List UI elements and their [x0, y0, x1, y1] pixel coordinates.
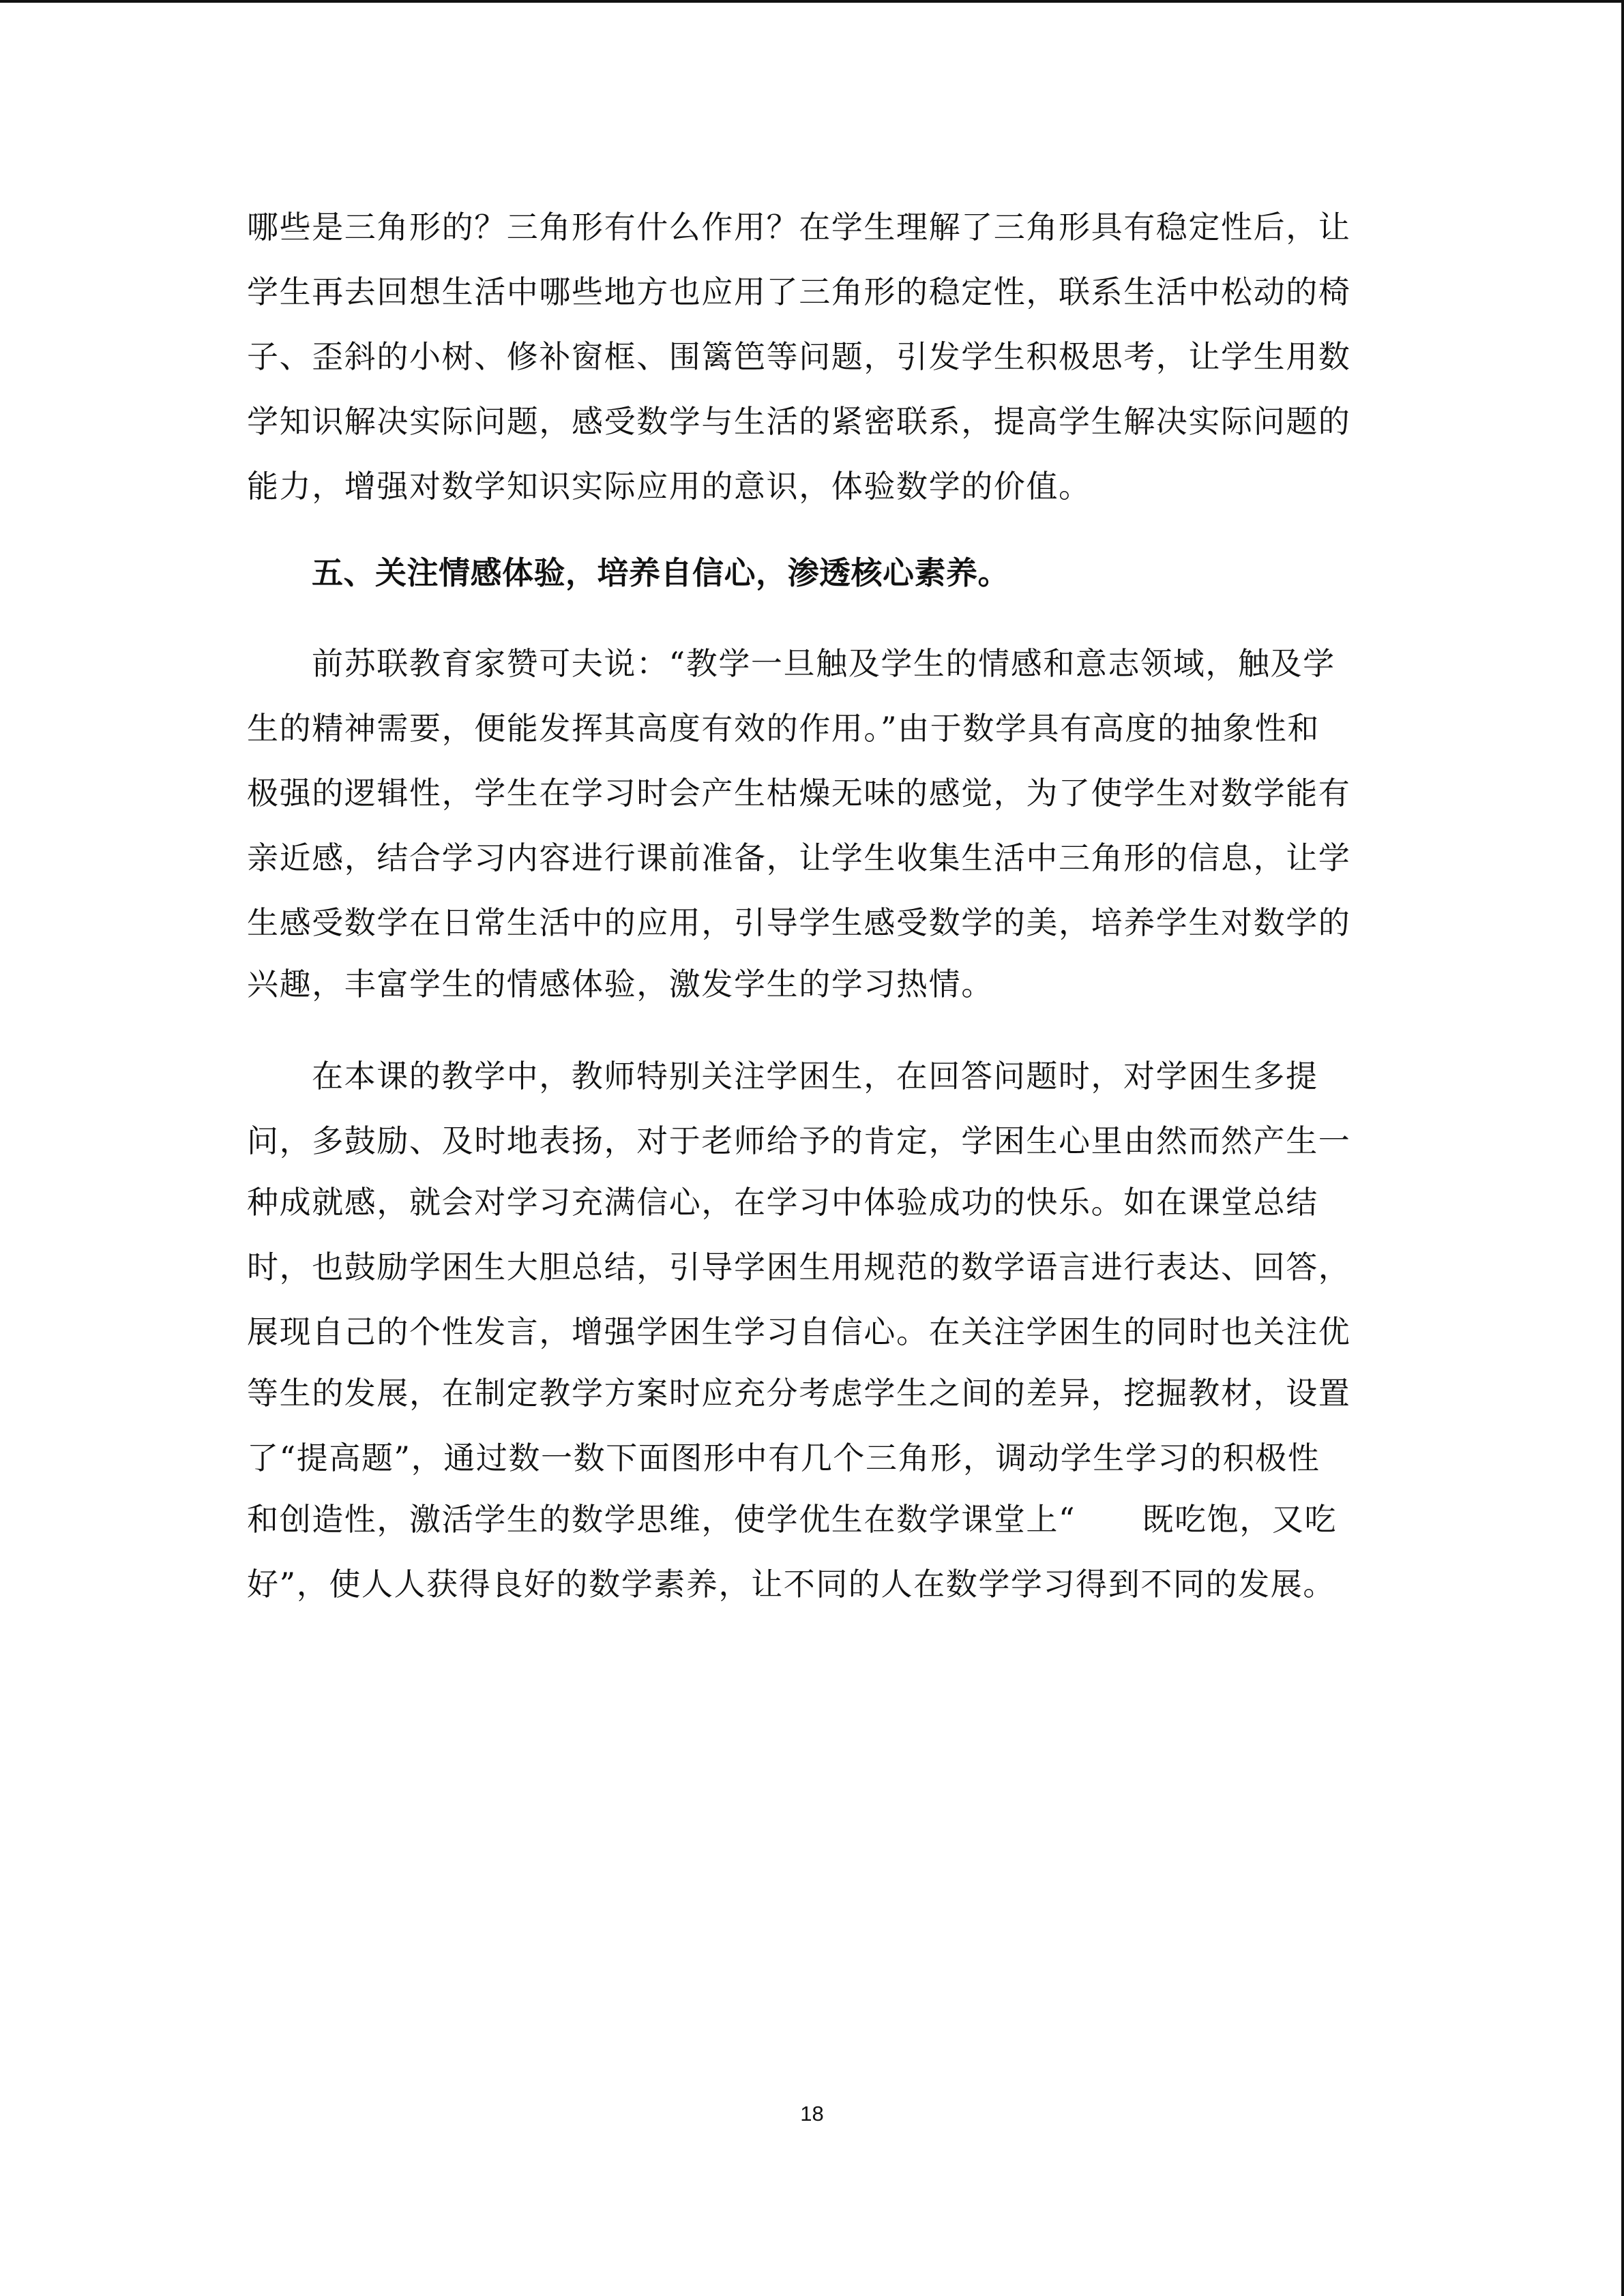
paragraph-1-line: 学知识解决实际问题，感受数学与生活的紧密联系，提高学生解决实际问题的 [247, 403, 1351, 440]
paragraph-3-line: 问，多鼓励、及时地表扬，对于老师给予的肯定，学困生心里由然而然产生一 [247, 1122, 1351, 1159]
paragraph-1-line: 学生再去回想生活中哪些地方也应用了三角形的稳定性，联系生活中松动的椅 [247, 273, 1351, 310]
paragraph-2-line: 兴趣，丰富学生的情感体验，激发学生的学习热情。 [247, 966, 994, 1002]
page-number: 18 [800, 2102, 824, 2126]
paragraph-1-line: 哪些是三角形的？三角形有什么作用？在学生理解了三角形具有稳定性后，让 [247, 209, 1351, 245]
paragraph-3-line: 种成就感，就会对学习充满信心，在学习中体验成功的快乐。如在课堂总结 [247, 1184, 1318, 1221]
paragraph-3-line: 了“提高题”，通过数一数下面图形中有几个三角形，调动学生学习的积极性 [247, 1440, 1320, 1476]
paragraph-1-line: 子、歪斜的小树、修补窗框、围篱笆等问题，引发学生积极思考，让学生用数 [247, 338, 1351, 375]
paragraph-3-line: 展现自己的个性发言，增强学困生学习自信心。在关注学困生的同时也关注优 [247, 1313, 1351, 1350]
paragraph-3-line: 好”，使人人获得良好的数学素养，让不同的人在数学学习得到不同的发展。 [247, 1566, 1335, 1602]
paragraph-3-line: 等生的发展，在制定教学方案时应充分考虑学生之间的差异，挖掘教材，设置 [247, 1375, 1351, 1412]
paragraph-2-line: 生感受数学在日常生活中的应用，引导学生感受数学的美，培养学生对数学的 [247, 904, 1351, 941]
paragraph-2-line: 极强的逻辑性，学生在学习时会产生枯燥无味的感觉，为了使学生对数学能有 [247, 775, 1351, 811]
paragraph-2-line: 生的精神需要，便能发挥其高度有效的作用。”由于数学具有高度的抽象性和 [247, 710, 1320, 747]
paragraph-1-line: 能力，增强对数学知识实际应用的意识，体验数学的价值。 [247, 468, 1091, 505]
paragraph-3-line: 和创造性，激活学生的数学思维，使学优生在数学课堂上“ 既吃饱，又吃 [247, 1501, 1338, 1538]
paragraph-3-line: 时，也鼓励学困生大胆总结，引导学困生用规范的数学语言进行表达、回答， [247, 1249, 1351, 1285]
paragraph-3-line: 在本课的教学中，教师特别关注学困生，在回答问题时，对学困生多提 [312, 1058, 1318, 1094]
paragraph-2-line: 亲近感，结合学习内容进行课前准备，让学生收集生活中三角形的信息，让学 [247, 839, 1351, 876]
section-heading: 五、关注情感体验，培养自信心，渗透核心素养。 [312, 554, 1009, 591]
paragraph-2-line: 前苏联教育家赞可夫说：“教学一旦触及学生的情感和意志领域，触及学 [312, 645, 1335, 682]
